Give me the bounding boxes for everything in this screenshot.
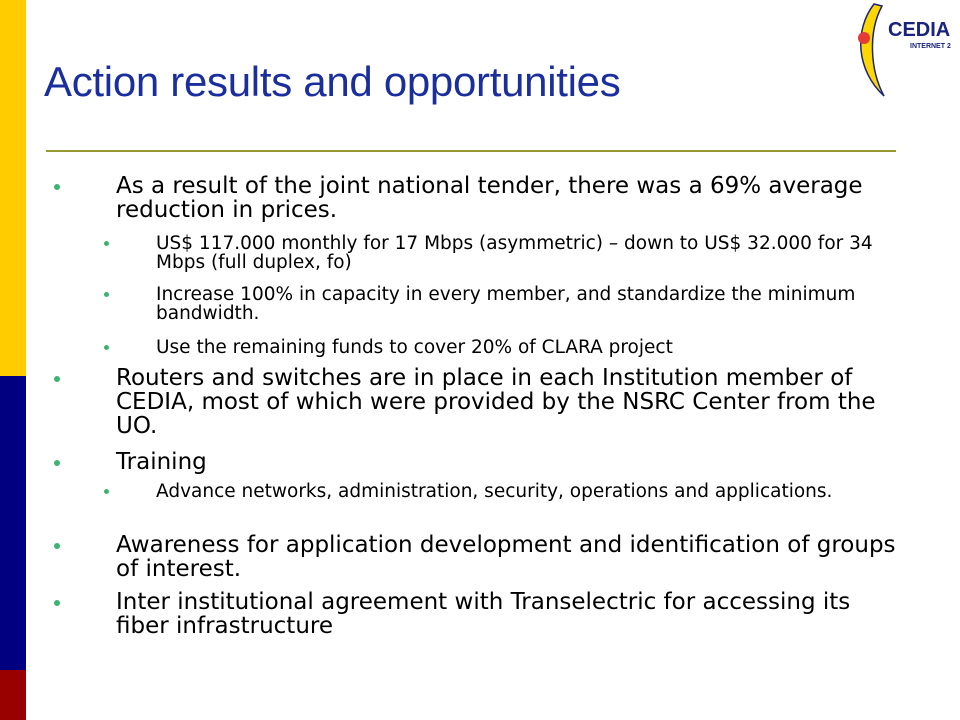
bullet-icon bbox=[54, 543, 60, 549]
bullet-icon bbox=[104, 345, 109, 350]
sub-bullet-item bbox=[156, 234, 886, 272]
bullet-text: Routers and switches are in place in each Institution member of CEDIA, most of which were provided by the NSRC Center from the UO. bbox=[116, 365, 876, 439]
bullet-item bbox=[116, 450, 896, 474]
bullet-icon bbox=[54, 600, 60, 606]
bullet-item bbox=[116, 366, 896, 438]
sub-bullet-item bbox=[156, 482, 886, 501]
bullet-text: Awareness for application development and identification of groups of interest. bbox=[116, 532, 896, 582]
slide-title: Action results and opportunities bbox=[44, 58, 621, 105]
bullet-icon bbox=[104, 292, 109, 297]
bullet-icon bbox=[54, 376, 60, 382]
bullet-icon bbox=[54, 460, 60, 466]
sub-bullet-text: Use the remaining funds to cover 20% of CLARA project bbox=[156, 337, 673, 358]
logo-subtext: INTERNET 2 bbox=[910, 43, 951, 50]
bullet-text: As a result of the joint national tender, there was a 69% average reduction in prices. bbox=[116, 173, 863, 223]
bullet-icon bbox=[104, 241, 109, 246]
sub-bullet-text: US$ 117.000 monthly for 17 Mbps (asymmetric) – down to US$ 32.000 for 34 Mbps (full duplex, fo) bbox=[156, 233, 873, 273]
bullet-text: Inter institutional agreement with Transelectric for accessing its fiber infrastructure bbox=[116, 589, 851, 639]
bullet-item bbox=[116, 174, 896, 222]
bullet-item bbox=[116, 533, 896, 581]
logo-text: CEDIA bbox=[888, 19, 951, 41]
bullet-icon bbox=[54, 184, 60, 190]
bullet-item bbox=[116, 590, 896, 638]
sub-bullet-text: Increase 100% in capacity in every member, and standardize the minimum bandwidth. bbox=[156, 284, 856, 324]
sub-bullet-item bbox=[156, 338, 886, 357]
bullet-text: Training bbox=[116, 449, 207, 475]
sub-bullet-item bbox=[156, 285, 886, 323]
sub-bullet-text: Advance networks, administration, security, operations and applications. bbox=[156, 481, 833, 502]
bullet-icon bbox=[104, 489, 109, 494]
